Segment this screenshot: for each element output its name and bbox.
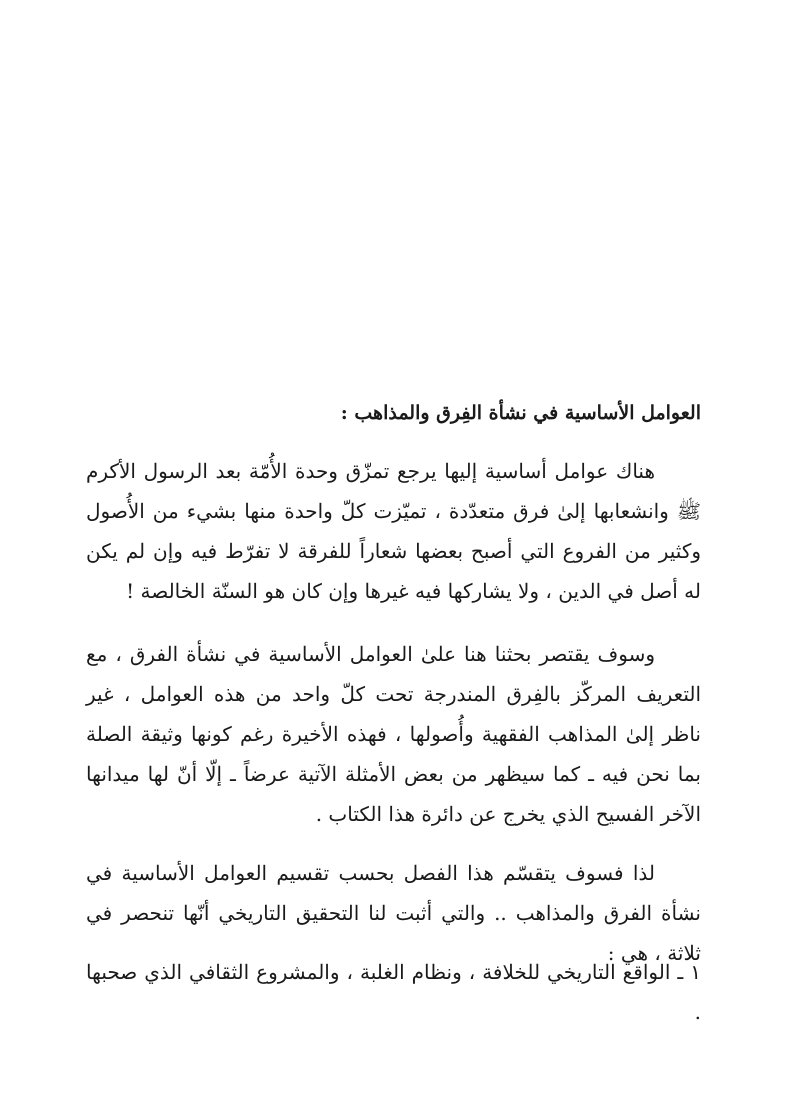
- paragraph-causes-of-division: هناك عوامل أساسية إليها يرجع تمزّق وحدة الأُمّة بعد الرسول الأكرم ﷺ وانشعابها إلىٰ فرق متعدّدة ، تميّزت كلّ واحدة منها بشيء من الأُصول وكثير من الفروع التي أصبح بعضها شعاراً للفرقة لا تفرّط فيه وإن لم يكن له أصل في الدين ، ولا يشاركها فيه غيرها وإن كان هو السنّة الخالصة !: [86, 459, 701, 603]
- section-heading: العوامل الأساسية في نشأة الفِرق والمذاهب :: [340, 402, 701, 424]
- paragraph-scope-of-research: وسوف يقتصر بحثنا هنا علىٰ العوامل الأساسية في نشأة الفرق ، مع التعريف المركّز بالفِرق المندرجة تحت كلّ واحد من هذه العوامل ، غير ناظر إلىٰ المذاهب الفقهية وأُصولها ، فهذه الأخيرة رغم كونها وثيقة الصلة بما نحن فيه ـ كما سيظهر من بعض الأمثلة الآتية عرضاً ـ إلّا أنّ لها ميدانها الآخر الفسيح الذي يخرج عن دائرة هذا الكتاب .: [86, 642, 701, 826]
- list-item-first-factor: ١ ـ الواقع التاريخي للخلافة ، ونظام الغلبة ، والمشروع الثقافي الذي صحبها .: [86, 960, 701, 1024]
- paragraph-chapter-division: لذا فسوف يتقسّم هذا الفصل بحسب تقسيم العوامل الأساسية في نشأة الفرق والمذاهب .. والتي أثبت لنا التحقيق التاريخي أنّها تنحصر في ثلاثة ، هي :: [86, 861, 701, 965]
